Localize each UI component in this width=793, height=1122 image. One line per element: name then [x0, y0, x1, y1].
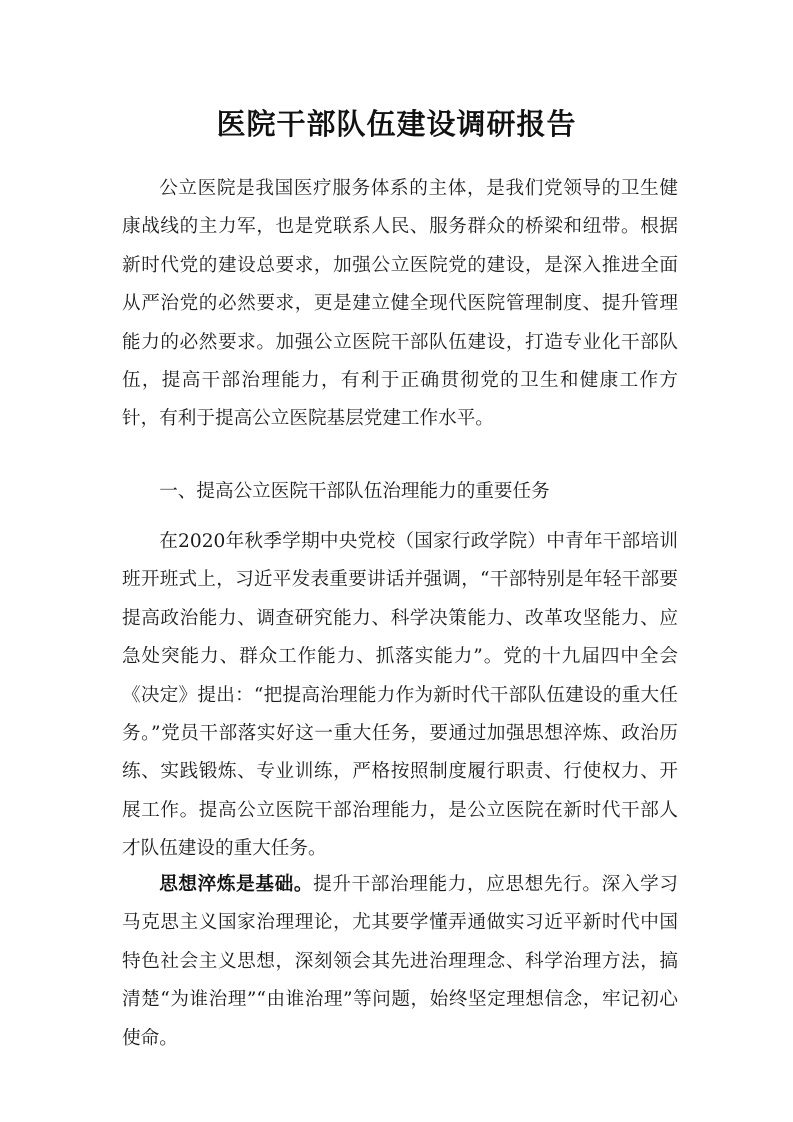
thought-paragraph [122, 866, 678, 1058]
thought-lead-text: 思想淬炼是基础。 [159, 874, 314, 895]
thought-body-text: 提升干部治理能力，应思想先行。深入学习马克思主义国家治理理论，尤其要学懂弄通做实习近平新时代中国特色社会主义思想，深刻领会其先进治理理念、科学治理方法，搞清楚“为谁治理”“由谁治理”等问题，始终坚定理想信念，牢记初心使命。 [122, 874, 678, 1049]
document-title: 医院干部队伍建设调研报告 [216, 107, 577, 141]
section-body-paragraph: 在2020年秋季学期中央党校（国家行政学院）中青年干部培训班开班式上，习近平发表重要讲话并强调，“干部特别是年轻干部要提高政治能力、调查研究能力、科学决策能力、改革攻坚能力、应急处突能力、群众工作能力、抓落实能力”。党的十九届四中全会《决定》提出：“把提高治理能力作为新时代干部队伍建设的重大任务。”党员干部落实好这一重大任务，要通过加强思想淬炼、政治历练、实践锻炼、专业训练，严格按照制度履行职责、行使权力、开展工作。提高公立医院干部治理能力，是公立医院在新时代干部人才队伍建设的重大任务。 [122, 531, 678, 860]
section-heading: 一、提高公立医院干部队伍治理能力的重要任务 [159, 481, 550, 502]
intro-paragraph: 公立医院是我国医疗服务体系的主体，是我们党领导的卫生健康战线的主力军，也是党联系人民、服务群众的桥梁和纽带。根据新时代党的建设总要求，加强公立医院党的建设，是深入推进全面从严治党的必然要求，更是建立健全现代医院管理制度、提升管理能力的必然要求。加强公立医院干部队伍建设，打造专业化干部队伍，提高干部治理能力，有利于正确贯彻党的卫生和健康工作方针，有利于提高公立医院基层党建工作水平。 [122, 178, 678, 430]
